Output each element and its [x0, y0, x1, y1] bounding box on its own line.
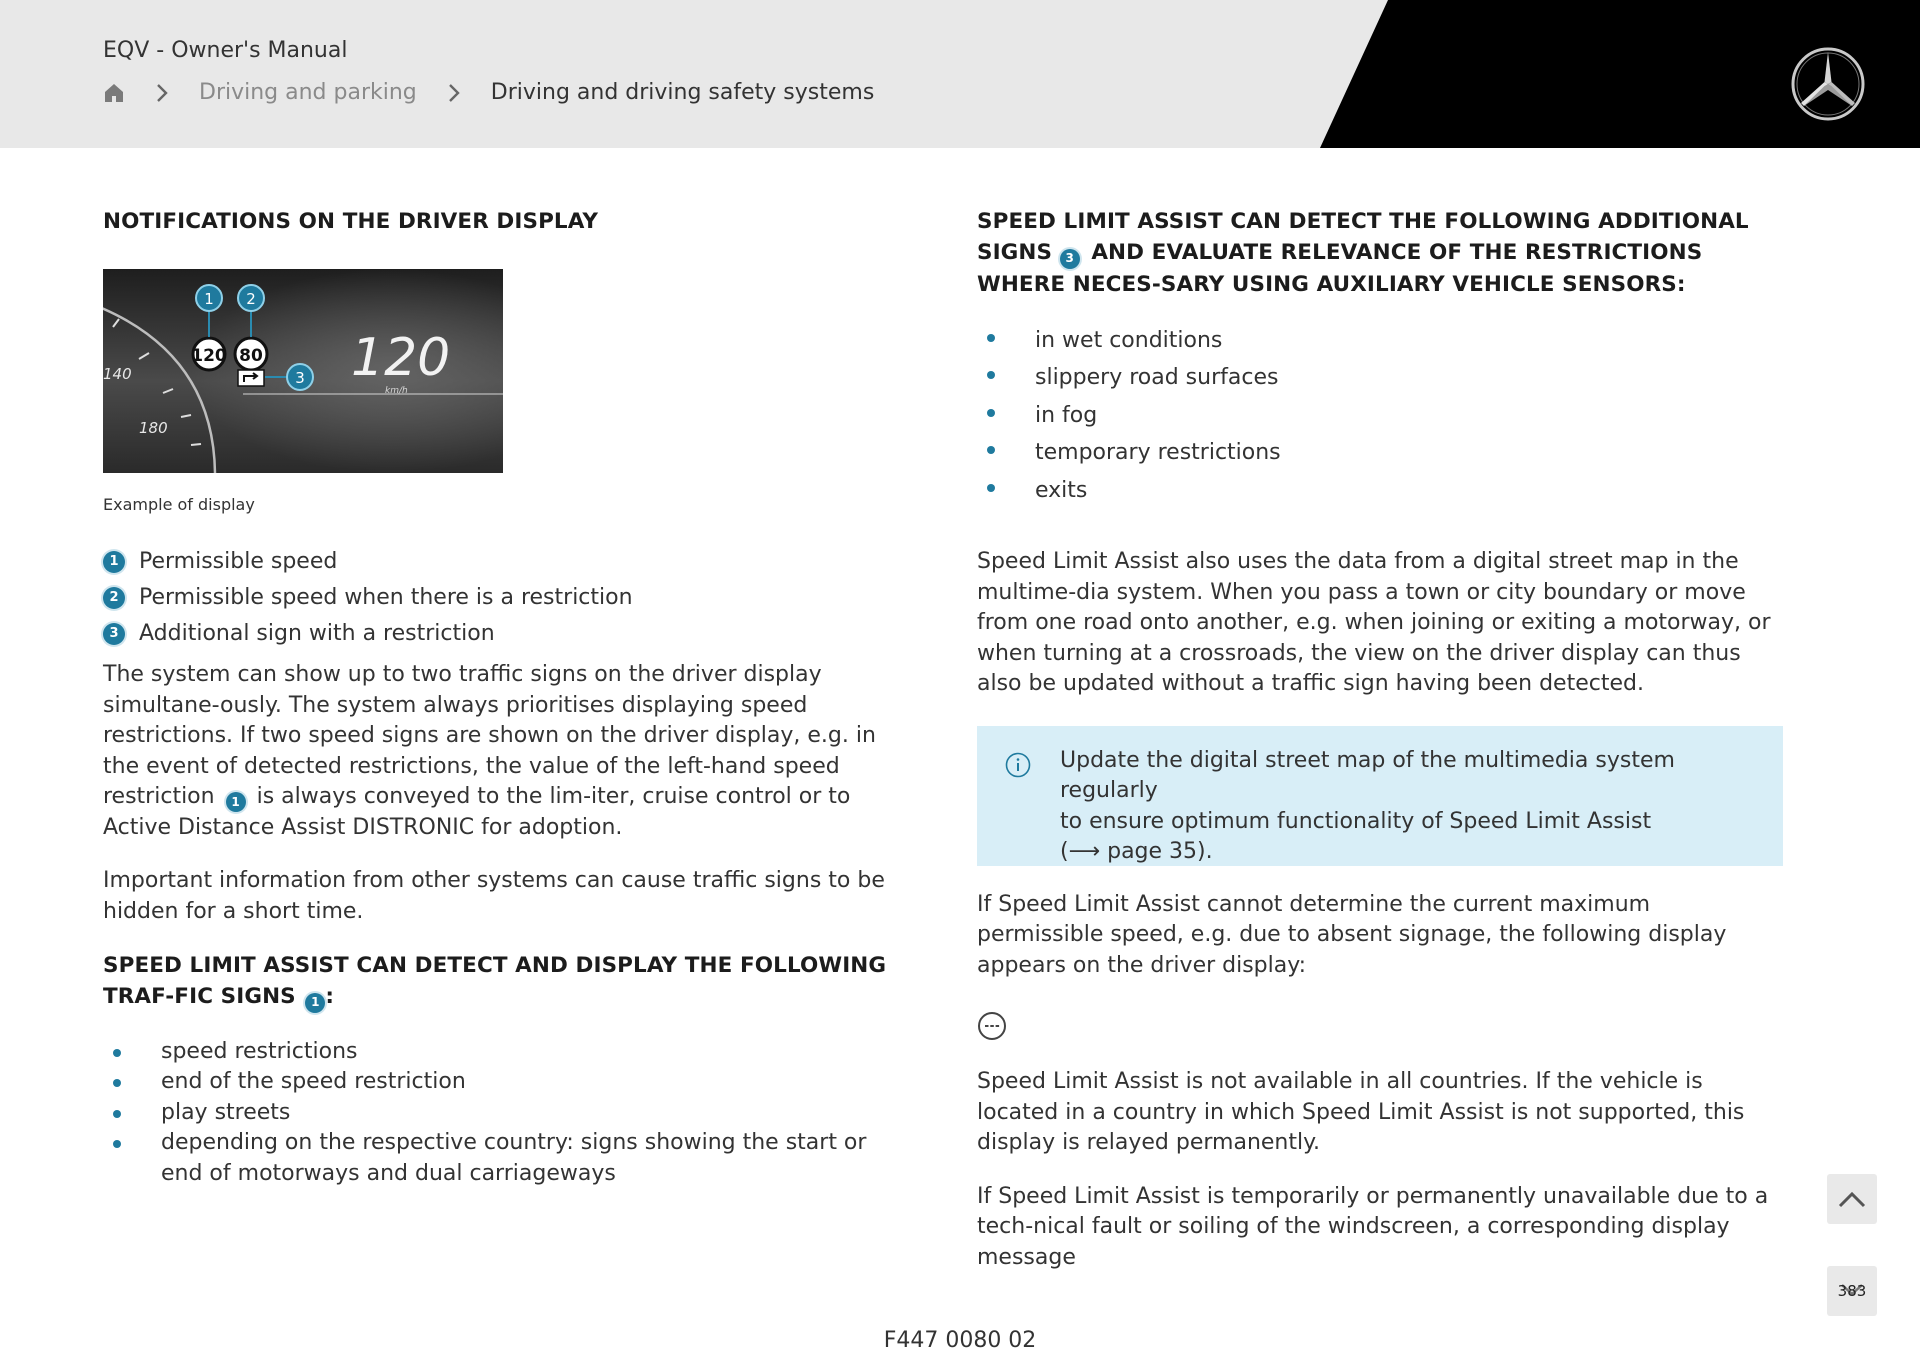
page-number: 383 — [1837, 1282, 1867, 1300]
paragraph-no-limit-detected: If Speed Limit Assist cannot determine the current maximum permissible speed, e.g. due to absent signage, the following display appears on the driver display: — [977, 891, 1727, 978]
breadcrumb — [103, 80, 874, 105]
speed-sign-2: 80 — [239, 346, 263, 366]
number-badge: 1 — [226, 792, 246, 812]
section-heading-detectable-signs — [103, 950, 908, 1013]
paragraph-traffic-signs — [103, 660, 908, 843]
info-text-line: Update the digital street map of the multimedia system regularly — [1060, 747, 1675, 803]
number-badge: 2 — [103, 587, 125, 609]
paragraph-fault: If Speed Limit Assist is temporarily or permanently unavailable due to a tech-nical fault or soiling of the windscreen, a corresponding display message — [977, 1183, 1769, 1270]
list-item: temporary restrictions — [977, 434, 1783, 472]
paragraph-countries: Speed Limit Assist is not available in all countries. If the vehicle is located in a country in which Speed Limit Assist is not supported, this display is relayed permanently. — [977, 1069, 1745, 1155]
image-caption: Example of display — [103, 495, 255, 514]
legend-label: Additional sign with a restriction — [139, 621, 495, 646]
callout-1: 1 — [204, 290, 214, 308]
brand-star-logo-icon — [1790, 46, 1866, 122]
list-item: slippery road surfaces — [977, 359, 1783, 397]
chevron-right-icon — [155, 82, 169, 104]
info-text-line: to ensure optimum functionality of Speed Limit Assist — [1060, 808, 1652, 834]
bullet-list-conditions — [977, 322, 1783, 510]
number-badge: 3 — [1060, 249, 1080, 269]
gauge-label-140: 140 — [103, 365, 132, 383]
section-heading-notifications: NOTIFICATIONS ON THE DRIVER DISPLAY — [103, 209, 599, 234]
legend-item — [103, 616, 908, 652]
paragraph-hidden-signs: Important information from other systems can cause traffic signs to be hidden for a short time. — [103, 868, 885, 924]
breadcrumb-driving-and-parking[interactable]: Driving and parking — [199, 80, 417, 105]
list-item: speed restrictions — [103, 1037, 908, 1068]
legend-label: Permissible speed when there is a restriction — [139, 585, 633, 610]
number-badge: 3 — [103, 623, 125, 645]
legend-item — [103, 580, 908, 616]
paragraph-text: is always conveyed to the lim-iter, cruise control or to Active Distance Assist DISTRONIC for adoption. — [103, 784, 851, 840]
speed-unit: km/h — [385, 386, 408, 396]
info-icon — [1005, 752, 1031, 778]
page-header — [0, 0, 1920, 148]
scroll-to-top-button[interactable] — [1827, 1174, 1877, 1224]
speed-limit-unavailable-icon — [977, 1011, 1007, 1041]
right-column — [977, 206, 1783, 1273]
chevron-right-icon — [447, 82, 461, 104]
driver-display-example-image — [103, 269, 503, 473]
legend-item — [103, 544, 908, 580]
heading-text: AND EVALUATE RELEVANCE OF THE RESTRICTIONS WHERE NECES-SARY USING AUXILIARY VEHICLE SENSORS: — [977, 240, 1703, 297]
list-item: end of the speed restriction — [103, 1067, 908, 1098]
list-item: in wet conditions — [977, 322, 1783, 360]
manual-title: EQV - Owner's Manual — [103, 38, 348, 63]
paragraph-text: The system can show up to two traffic signs on the driver display simultane-ously. The system always prioritises displaying speed restrictions. If two speed signs are shown on the driver display, e.g. in the event of detected restrictions, the value of the left-hand speed restriction — [103, 662, 876, 809]
list-item: exits — [977, 472, 1783, 510]
info-box — [977, 726, 1783, 866]
chevron-up-icon — [1837, 1189, 1867, 1209]
legend-label: Permissible speed — [139, 549, 338, 574]
heading-text: SPEED LIMIT ASSIST CAN DETECT THE FOLLOWING ADDITIONAL SIGNS — [977, 209, 1749, 265]
legend — [103, 544, 908, 652]
number-badge: 1 — [103, 551, 125, 573]
driver-display-illustration — [103, 269, 503, 473]
list-item: depending on the respective country: signs showing the start or end of motorways and dual carriageways — [103, 1128, 908, 1189]
speed-sign-1: 120 — [191, 346, 227, 366]
number-badge: 1 — [305, 993, 325, 1013]
paragraph-digital-map: Speed Limit Assist also uses the data from a digital street map in the multime-dia system. When you pass a town or city boundary or move from one road onto another, e.g. when joining or exiting a motorway, or when turning at a crossroads, the view on the driver display can thus also be updated without a traffic sign having been detected. — [977, 549, 1771, 696]
heading-text: SPEED LIMIT ASSIST CAN DETECT AND DISPLAY THE FOLLOWING TRAF-FIC SIGNS — [103, 953, 887, 1009]
breadcrumb-current: Driving and driving safety systems — [490, 80, 875, 105]
heading-suffix: : — [325, 984, 335, 1009]
bullet-list-signs — [103, 1037, 908, 1190]
list-item: play streets — [103, 1098, 908, 1129]
callout-2: 2 — [246, 290, 256, 308]
page-navigation-button[interactable] — [1827, 1266, 1877, 1316]
section-heading-additional-signs — [977, 206, 1783, 300]
current-speed: 120 — [351, 328, 451, 388]
home-icon[interactable] — [103, 82, 125, 104]
list-item: in fog — [977, 397, 1783, 435]
document-code: F447 0080 02 — [883, 1328, 1037, 1353]
callout-3: 3 — [295, 369, 305, 387]
page-reference-link[interactable]: (⟶ page 35). — [1060, 839, 1213, 864]
gauge-label-180: 180 — [139, 419, 168, 437]
left-column — [103, 206, 908, 1189]
